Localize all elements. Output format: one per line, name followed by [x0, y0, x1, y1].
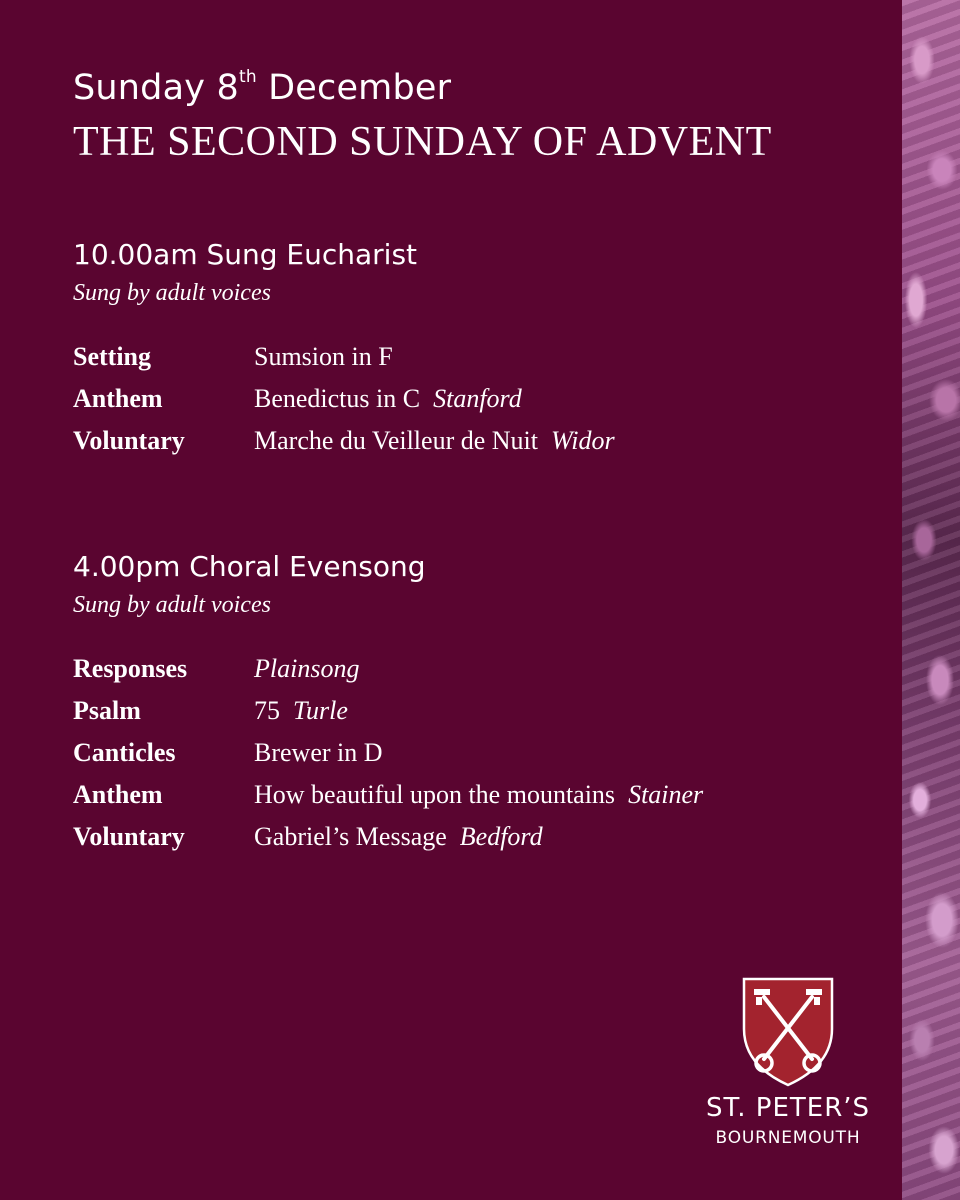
- music-value: [254, 648, 359, 690]
- service-2-music-list: [73, 648, 873, 858]
- music-label: Voluntary: [73, 822, 185, 851]
- church-name: ST. PETER’S: [705, 1093, 871, 1123]
- composer: Widor: [551, 426, 615, 455]
- composer: Stainer: [628, 780, 704, 809]
- music-value: 75 Turle: [254, 696, 348, 725]
- music-row-canticles: [73, 732, 873, 774]
- music-row-responses: [73, 648, 873, 690]
- music-row-voluntary: [73, 816, 873, 858]
- music-label: Canticles: [73, 738, 176, 767]
- music-value: Sumsion in F: [254, 342, 393, 371]
- music-value: Marche du Veilleur de Nuit Widor: [254, 426, 615, 455]
- damask-fabric-strip: [902, 0, 960, 1200]
- date-ordinal-suffix: th: [238, 67, 257, 88]
- church-location: BOURNEMOUTH: [715, 1128, 861, 1148]
- music-label: Setting: [73, 342, 151, 371]
- music-label: Anthem: [73, 780, 163, 809]
- music-label: Psalm: [73, 696, 141, 725]
- music-value: Brewer in D: [254, 738, 383, 767]
- service-date: Sunday 8th December: [73, 67, 452, 108]
- service-1-title: 10.00am Sung Eucharist: [73, 238, 418, 271]
- music-row-psalm: [73, 690, 873, 732]
- composer: Bedford: [459, 822, 543, 851]
- service-1-music-list: [73, 336, 873, 462]
- composer: Turle: [293, 696, 348, 725]
- music-label: Voluntary: [73, 426, 185, 455]
- music-row-anthem: [73, 378, 873, 420]
- service-1-subtitle: Sung by adult voices: [73, 280, 271, 306]
- music-value: Gabriel’s Message Bedford: [254, 822, 543, 851]
- composer: Stanford: [433, 384, 522, 413]
- composer: Plainsong: [254, 654, 360, 683]
- service-2-subtitle: Sung by adult voices: [73, 592, 271, 618]
- music-value: How beautiful upon the mountains Stainer: [254, 780, 704, 809]
- music-row-anthem: [73, 774, 873, 816]
- music-label: Anthem: [73, 384, 163, 413]
- music-value: Benedictus in C Stanford: [254, 384, 522, 413]
- service-2-title: 4.00pm Choral Evensong: [73, 550, 426, 583]
- music-row-voluntary: [73, 420, 873, 462]
- liturgical-day-title: THE SECOND SUNDAY OF ADVENT: [73, 119, 772, 165]
- music-label: Responses: [73, 654, 188, 683]
- crossed-keys-shield-icon: [742, 977, 834, 1087]
- music-row-setting: [73, 336, 873, 378]
